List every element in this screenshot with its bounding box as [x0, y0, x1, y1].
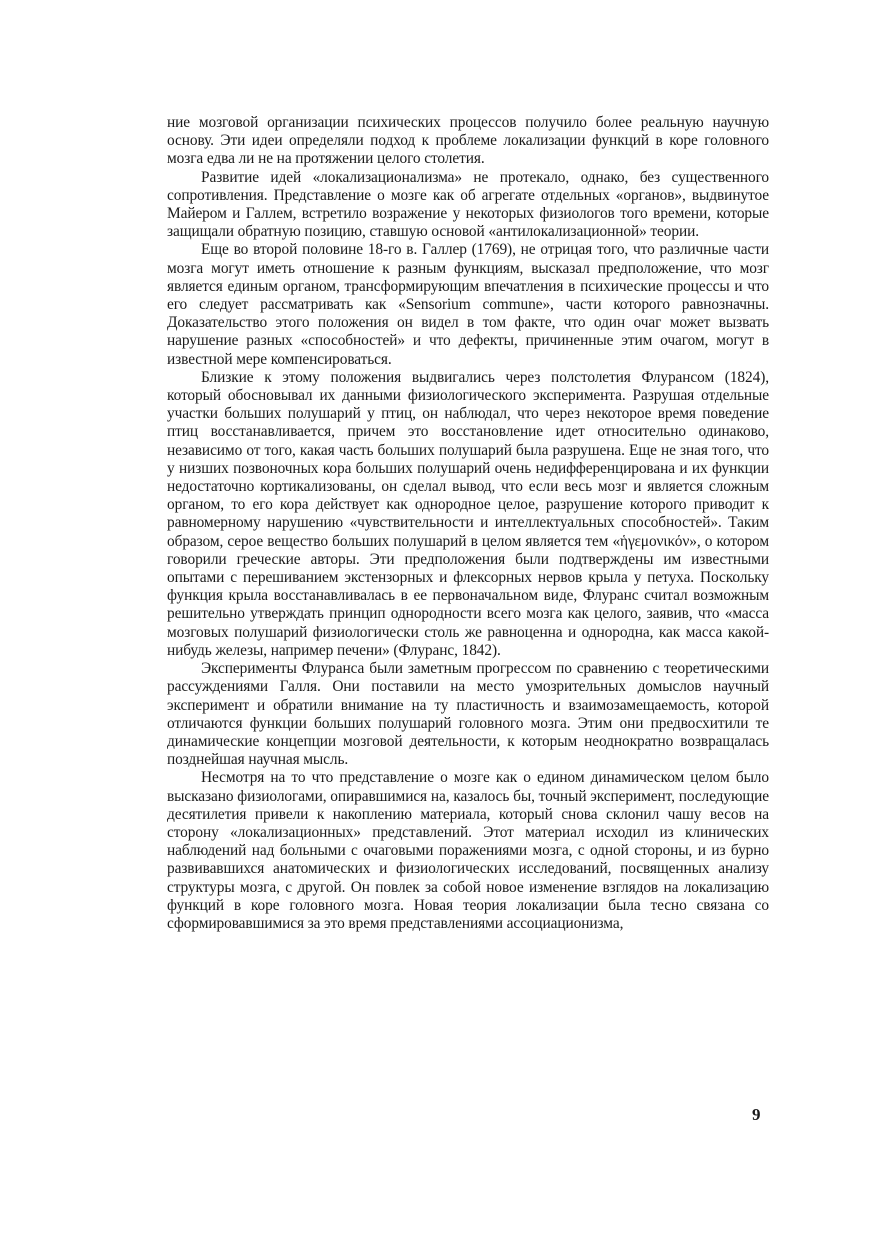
paragraph-haller: Еще во второй половине 18-го в. Галлер (1769), не отрицая того, что различные части мозга могут иметь отношение к разным функциям, высказал предположение, что мозг является единым органом, трансформирующим впечатления в психические процессы и что его следует рассматривать как «Sensorium commune», части которого равнозначны. Доказательство этого положения он видел в том факте, что один очаг может вызвать нарушение разных «способностей» и что дефекты, причиненные этим очагом, могут в известной мере компенсироваться.	[167, 241, 769, 368]
paragraph-localizationism: Развитие идей «локализационализма» не протекало, однако, без существенного сопротивления. Представление о мозге как об агрегате отдельных «органов», выдвинутое Майером и Галлем, встретило возражение у некоторых физиологов того времени, которые защищали обратную позицию, ставшую основой «антилокализационной» теории.	[167, 168, 769, 241]
paragraph-flourens-experiments: Эксперименты Флуранса были заметным прогрессом по сравнению с теоретическими рассуждениями Галля. Они поставили на место умозрительных домыслов научный эксперимент и обратили внимание на ту пластичность и взаимозамещаемость, которой отличаются функции больших полушарий головного мозга. Этим они предвосхитили те динамические концепции мозговой деятельности, к которым неоднократно возвращалась позднейшая научная мысль.	[167, 660, 769, 769]
paragraph-flourens: Близкие к этому положения выдвигались через полстолетия Флурансом (1824), который обосновывал их данными физиологического эксперимента. Разрушая отдельные участки больших полушарий у птиц, он наблюдал, что через некоторое время поведение птиц восстанавливается, причем это восстановление идет относительно одинаково, независимо от того, какая часть больших полушарий была разрушена. Еще не зная того, что у низших позвоночных кора больших полушарий очень недифференцирована и их функции недостаточно кортикализованы, он сделал вывод, что если весь мозг и является сложным органом, то его кора действует как однородное целое, разрушение которого приводит к равномерному нарушению «чувствительности и интеллектуальных способностей». Таким образом, серое вещество больших полушарий в целом является тем «ἡγεμονικόν», о котором говорили греческие авторы. Эти предположения были подтверждены им известными опытами с перешиванием экстензорных и флексорных нервов крыла у петуха. Поскольку функция крыла восстанавливалась в ее первоначальном виде, Флуранс считал возможным решительно утверждать принцип однородности всего мозга как целого, заявив, что «масса мозговых полушарий физиологически столь же равноценна и однородна, как масса какой-нибудь железы, например печени» (Флуранс, 1842).	[167, 368, 769, 659]
page-body	[167, 114, 769, 933]
paragraph-new-localization: Несмотря на то что представление о мозге как о едином динамическом целом было высказано физиологами, опиравшимися на, казалось бы, точный эксперимент, последующие десятилетия привели к накоплению материала, который снова склонил чашу весов на сторону «локализационных» представлений. Этот материал исходил из клинических наблюдений над больными с очаговыми поражениями мозга, с одной стороны, и из бурно развивавшихся анатомических и физиологических исследований, посвященных анализу структуры мозга, с другой. Он повлек за собой новое изменение взглядов на локализацию функций в коре головного мозга. Новая теория локализации была тесно связана со сформировавшимися за это время представлениями ассоциационизма,	[167, 769, 769, 932]
page-number: 9	[752, 1105, 761, 1124]
paragraph-continuation: ние мозговой организации психических процессов получило более реальную научную основу. Эти идеи определяли подход к проблеме локализации функций в коре головного мозга едва ли не на протяжении целого столетия.	[167, 114, 769, 168]
